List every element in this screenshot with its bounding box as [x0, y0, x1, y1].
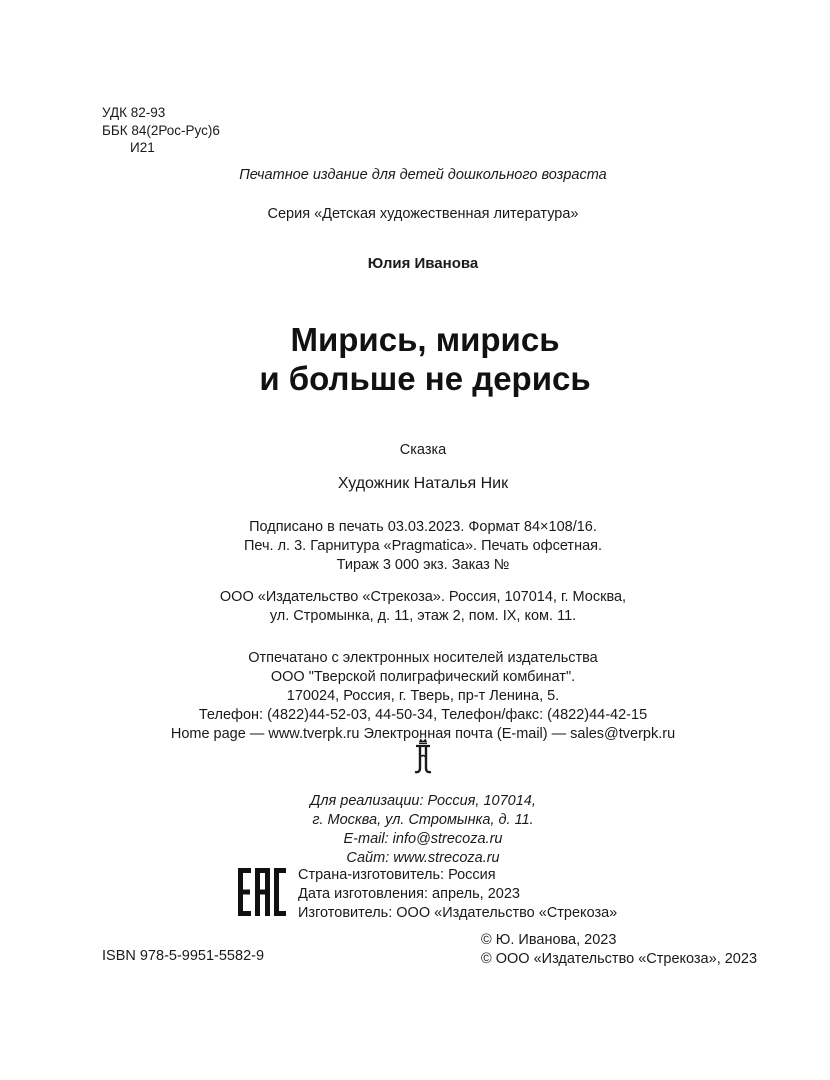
- print-info-line: Печ. л. 3. Гарнитура «Pragmatica». Печать офсетная.: [243, 538, 603, 554]
- printer-info-line: 170024, Россия, г. Тверь, пр-т Ленина, 5.: [286, 688, 560, 704]
- print-info-line: Тираж 3 000 экз. Заказ №: [336, 557, 510, 573]
- copyright-author: © Ю. Иванова, 2023: [481, 932, 617, 948]
- distribution-line: г. Москва, ул. Стромынка, д. 11.: [312, 812, 534, 828]
- classification-codes: [102, 104, 220, 157]
- printer-info-line: ООО "Тверской полиграфический комбинат".: [270, 669, 576, 685]
- author-name: Юлия Иванова: [367, 255, 479, 272]
- printer-info: [0, 649, 830, 744]
- publisher-address: [0, 588, 830, 626]
- copyright-notice: [481, 931, 757, 969]
- distribution-info: [0, 792, 830, 868]
- manufacturer-country: Страна-изготовитель: Россия: [298, 867, 496, 883]
- distribution-line: E-mail: info@strecoza.ru: [343, 831, 503, 847]
- illustrator-credit: Художник Наталья Ник: [337, 475, 509, 492]
- eac-conformity-mark-icon: [236, 866, 288, 918]
- printer-info-line: Отпечатано с электронных носителей издательства: [248, 650, 598, 666]
- copyright-publisher: © ООО «Издательство «Стрекоза», 2023: [481, 951, 758, 967]
- manufacturer-info: [298, 866, 617, 923]
- distribution-line: Для реализации: Россия, 107014,: [310, 793, 536, 809]
- manufacturer-name: Изготовитель: ООО «Издательство «Стрекоза»: [298, 905, 618, 921]
- udk-code: УДК 82-93: [102, 105, 166, 120]
- printer-crown-logo-icon: [412, 737, 434, 775]
- print-info: [0, 518, 830, 575]
- isbn-number: ISBN 978-5-9951-5582-9: [102, 948, 265, 964]
- edition-note: Печатное издание для детей дошкольного возраста: [239, 167, 607, 183]
- book-title-line-2: и больше не дерись: [259, 360, 591, 397]
- manufacturer-date: Дата изготовления: апрель, 2023: [298, 886, 520, 902]
- publisher-address-line: ООО «Издательство «Стрекоза». Россия, 107014, г. Москва,: [219, 589, 627, 605]
- book-title-line-1: Мирись, мирись: [290, 321, 560, 358]
- printer-info-line: Телефон: (4822)44-52-03, 44-50-34, Телефон/факс: (4822)44-42-15: [198, 707, 648, 723]
- genre-label: Сказка: [399, 442, 447, 458]
- printer-info-line: Home page — www.tverpk.ru Электронная почта (E-mail) — sales@tverpk.ru: [170, 726, 676, 742]
- distribution-line: Сайт: www.strecoza.ru: [346, 850, 500, 866]
- publisher-address-line: ул. Стромынка, д. 11, этаж 2, пом. IX, ком. 11.: [269, 608, 577, 624]
- author-mark: И21: [130, 140, 155, 155]
- book-title: [0, 320, 830, 398]
- print-info-line: Подписано в печать 03.03.2023. Формат 84×108/16.: [249, 519, 597, 535]
- series-name: Серия «Детская художественная литература»: [267, 206, 579, 222]
- bbk-code: ББК 84(2Рос-Рус)6: [102, 122, 220, 138]
